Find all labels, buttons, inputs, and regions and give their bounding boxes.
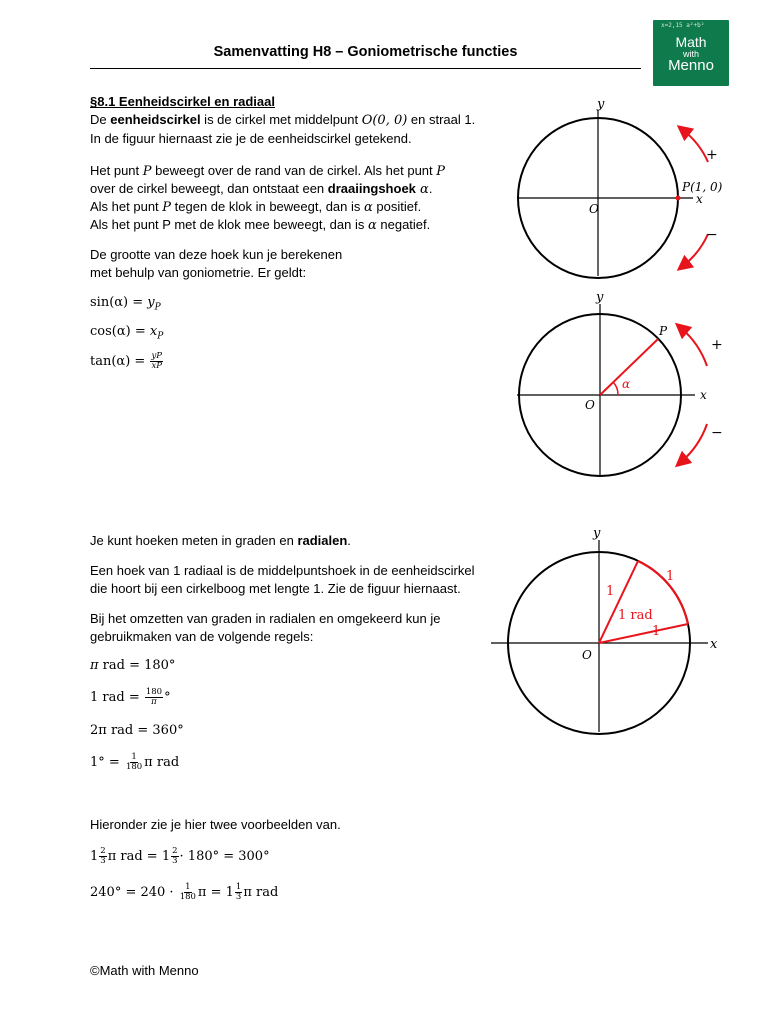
fig2-minus: − <box>711 425 723 441</box>
fig1-minus: − <box>706 227 718 243</box>
fig3-arc-label: 1 <box>666 569 675 584</box>
paragraph-radian-def-1: Een hoek van 1 radiaal is de middelpuntshoek in de eenheidscirkel <box>90 563 475 578</box>
logo-line-3: Menno <box>668 57 714 74</box>
fig2-plus: + <box>711 337 723 353</box>
unit-circle-figure-1 <box>505 92 745 287</box>
arc-arrow-down <box>681 424 707 462</box>
fig3-radius-lower-label: 1 <box>652 624 661 639</box>
paragraph-figure-note: In de figuur hiernaast zie je de eenheidscirkel getekend. <box>90 131 412 146</box>
example-1: 1 $\frac{2}{3}$ π rad = 1 $\frac{2}{3}$ · 180° = 300° <box>90 846 270 866</box>
footer-copyright: ©Math with Menno <box>90 963 199 978</box>
rule-two-pi-rad: 2π rad = 360° <box>90 723 184 738</box>
paragraph-positive: Als het punt P tegen de klok in beweegt, dan is α positief. <box>90 199 422 215</box>
fig3-radius-upper-label: 1 <box>606 584 615 599</box>
paragraph-size-2: met behulp van goniometrie. Er geldt: <box>90 265 307 280</box>
paragraph-degrees-radians: Je kunt hoeken meten in graden en radialen. <box>90 533 351 548</box>
fig3-y-label: y <box>593 526 601 541</box>
fig2-point-label: P <box>659 324 668 338</box>
paragraph-size-1: De grootte van deze hoek kun je berekenen <box>90 247 343 262</box>
rule-one-rad: 1 rad = $\frac{180}{\pi}$ ° <box>90 687 171 707</box>
paragraph-point-moves: Het punt P beweegt over de rand van de cirkel. Als het punt P <box>90 163 445 179</box>
paragraph-conversion-2: gebruikmaken van de volgende regels: <box>90 629 314 644</box>
radius-upper <box>599 561 638 643</box>
section-heading: §8.1 Eenheidscirkel en radiaal <box>90 94 275 109</box>
fig1-x-label: x <box>696 192 703 206</box>
unit-circle-figure-3 <box>488 518 748 743</box>
fig1-point-label: P(1, 0) <box>682 180 723 194</box>
logo-doodle: x=2,15 a²+b² <box>661 22 705 29</box>
fig1-origin-label: O <box>589 202 599 216</box>
formula-sin: $\sin(\alpha) = y_P$ <box>90 295 161 313</box>
arc-arrow-up <box>683 130 708 162</box>
paragraph-rotation-angle: over de cirkel beweegt, dan ontstaat een draaiingshoek α. <box>90 181 433 197</box>
paragraph-radian-def-2: die hoort bij een cirkelboog met lengte 1. Zie de figuur hiernaast. <box>90 581 461 596</box>
fig2-origin-label: O <box>585 398 595 412</box>
radius-lower <box>599 624 688 643</box>
point-p <box>676 196 681 201</box>
paragraph-eenheidscirkel: De eenheidscirkel is de cirkel met middelpunt O(0, 0) en straal 1. <box>90 112 476 128</box>
paragraph-examples: Hieronder zie je hier twee voorbeelden van. <box>90 817 341 832</box>
fig3-x-label: x <box>710 637 718 652</box>
logo-line-2: with <box>682 49 699 59</box>
arc-arrow-down <box>683 234 708 266</box>
fig3-one-rad-label: 1 rad <box>618 608 653 623</box>
logo-line-1: Math <box>675 34 707 50</box>
angle-arc <box>613 382 618 395</box>
fig2-x-label: x <box>700 388 707 402</box>
fig3-origin-label: O <box>582 648 592 662</box>
fig1-y-label: y <box>597 97 605 112</box>
rule-one-degree: 1° = $\frac{1}{180}$ π rad <box>90 752 180 772</box>
math-with-menno-logo <box>653 20 729 86</box>
unit-circle-figure-2 <box>505 288 745 488</box>
paragraph-negative: Als het punt P met de klok mee beweegt, dan is α negatief. <box>90 217 431 233</box>
page-title: Samenvatting H8 – Goniometrische functies <box>213 44 518 60</box>
header-divider <box>90 68 641 69</box>
fig1-plus: + <box>706 147 718 163</box>
formula-cos: $\cos(\alpha) = x_P$ <box>90 324 164 342</box>
fig2-y-label: y <box>596 290 604 305</box>
example-2: 240° = 240 · $\frac{1}{180}$ π = 1 $\frac{1}{3}$ π rad <box>90 882 279 902</box>
arc-arrow-up <box>681 328 707 366</box>
paragraph-conversion-1: Bij het omzetten van graden in radialen en omgekeerd kun je <box>90 611 441 626</box>
fig2-alpha-label: α <box>622 377 631 391</box>
rule-pi-rad: π rad = 180° <box>90 658 176 673</box>
formula-tan: tan(α) = $\frac{yP}{xP}$ <box>90 351 162 371</box>
